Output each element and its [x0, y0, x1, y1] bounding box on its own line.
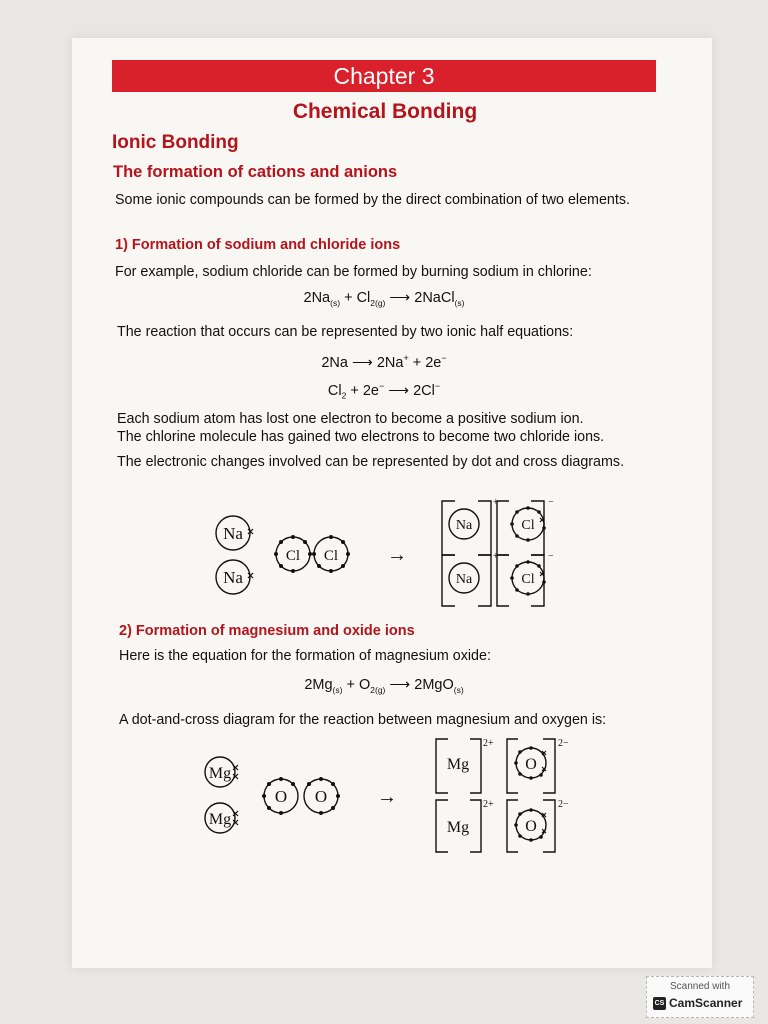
- part1-example-text: For example, sodium chloride can be formed by burning sodium in chlorine:: [115, 264, 592, 280]
- chapter-banner: Chapter 3: [112, 60, 656, 92]
- section-subheading: The formation of cations and anions: [113, 163, 398, 181]
- oxide-ion-2-charge: 2−: [558, 799, 569, 810]
- part2-equation-intro: Here is the equation for the formation of magnesium oxide:: [119, 648, 491, 664]
- bracket-o-1-right: [543, 739, 555, 793]
- watermark-caption: Scanned with: [669, 981, 731, 992]
- sodium-ion-1-charge: +: [493, 497, 499, 508]
- page-title: Chemical Bonding: [292, 100, 478, 123]
- dot-cross-intro-1: The electronic changes involved can be represented by dot and cross diagrams.: [117, 454, 625, 470]
- magnesium-atom-1-label: Mg: [208, 765, 232, 782]
- bracket-na-2-left: [442, 555, 455, 606]
- bracket-na-2-right: [478, 555, 491, 606]
- half-equations-intro: The reaction that occurs can be represented by two ionic half equations:: [117, 324, 574, 340]
- dot-cross-intro-2: A dot-and-cross diagram for the reaction between magnesium and oxygen is:: [119, 712, 607, 728]
- half-equation-chlorine: $Cl_2 + 2e^-$ ⟶ 2Cl−: [327, 381, 441, 401]
- sodium-ion-2-label: Na: [455, 572, 473, 587]
- oxygen-atom-2-label: O: [314, 787, 328, 806]
- bracket-na-1-left: [442, 501, 455, 555]
- explanation-sodium: Each sodium atom has lost one electron to become a positive sodium ion.: [117, 411, 584, 427]
- sodium-ion-1-label: Na: [455, 518, 473, 533]
- bracket-na-1-right: [478, 501, 491, 555]
- explanation-chlorine: The chlorine molecule has gained two electrons to become two chloride ions.: [117, 429, 605, 445]
- part2-heading: 2) Formation of magnesium and oxide ions: [119, 623, 415, 639]
- magnesium-ion-1-charge: 2+: [483, 738, 494, 749]
- bracket-cl-2-left: [497, 555, 509, 606]
- magnesium-ion-2-charge: 2+: [483, 799, 494, 810]
- reaction-arrow-1: →: [387, 544, 407, 566]
- mgo-equation: $2Mg_{(s)} + O_{2(g)}$ ⟶ 2MgO$_{(s)}$: [304, 677, 464, 695]
- chloride-ion-2-label: Cl: [521, 572, 535, 587]
- reaction-arrow-2: →: [377, 786, 397, 808]
- magnesium-oxide-diagram: [198, 734, 583, 854]
- bracket-mg-1-right: [470, 739, 481, 793]
- oxide-ion-2-label: O: [525, 818, 537, 835]
- chlorine-atom-1-label: Cl: [285, 548, 301, 564]
- camscanner-watermark: [646, 976, 754, 1018]
- chloride-ion-1-charge: −: [548, 497, 554, 508]
- sodium-atom-2-label: Na: [223, 568, 243, 587]
- magnesium-ion-2-label: Mg: [446, 819, 470, 836]
- sodium-ion-2-charge: +: [493, 551, 499, 562]
- magnesium-atom-2-label: Mg: [208, 811, 232, 828]
- watermark-brand: CamScanner: [669, 996, 743, 1010]
- chloride-ion-2-charge: −: [548, 551, 554, 562]
- half-equation-sodium: 2Na ⟶ 2Na+ + 2e−: [321, 353, 447, 371]
- bracket-mg-2-right: [470, 800, 481, 852]
- sodium-chloride-diagram: [200, 492, 590, 616]
- part1-heading: 1) Formation of sodium and chloride ions: [115, 237, 401, 253]
- bracket-cl-1-left: [497, 501, 509, 555]
- camscanner-logo-icon: CS: [653, 997, 666, 1010]
- intro-paragraph: Some ionic compounds can be formed by the direct combination of two elements.: [115, 192, 630, 208]
- nacl-equation: $2Na_{(s)} + Cl_{2(g)}$ ⟶ 2NaCl$_{(s)}$: [303, 290, 465, 308]
- magnesium-ion-1-label: Mg: [446, 756, 470, 773]
- oxide-ion-1-charge: 2−: [558, 738, 569, 749]
- sodium-atom-1-label: Na: [223, 524, 243, 543]
- oxide-ion-1-label: O: [525, 756, 537, 773]
- bracket-o-2-right: [543, 800, 555, 852]
- chlorine-atom-2-label: Cl: [323, 548, 339, 564]
- section-heading: Ionic Bonding: [112, 132, 239, 153]
- chloride-ion-1-label: Cl: [521, 518, 535, 533]
- oxygen-atom-1-label: O: [274, 787, 288, 806]
